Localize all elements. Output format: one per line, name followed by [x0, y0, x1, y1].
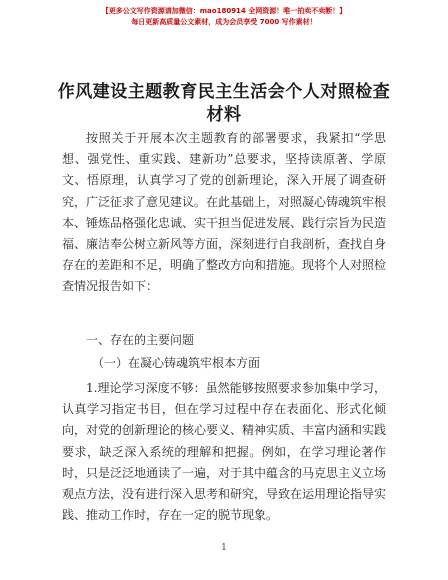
intro-paragraph: 按照关于开展本次主题教育的部署要求，我紧扣“学思想、强党性、重实践、建新功”总要求，坚持读原著、学原文、悟原理，认真学习了党的创新理论，深入开展了调查研究，广泛征求了意见建议。在此基础上，对照凝心铸魂筑牢根本、锤炼品格强化忠诚、实干担当促进发展、践行宗旨为民造福、廉洁奉公树立新风等方面，深刻进行自我剖析，查找自身存在的差距和不足，明确了整改方向和措施。现将个人对照检查情况报告如下： [62, 131, 387, 294]
promo-banner [0, 6, 448, 28]
section-heading: 一、存在的主要问题 [86, 333, 195, 347]
subsection-heading: （一）在凝心铸魂筑牢根本方面 [92, 356, 261, 370]
banner-line-1: 【更多公文写作资源请加微信：mao180914 全网资源！唯一拍卖不卖断！】 [101, 7, 347, 15]
banner-line-2: 每日更新高质量公文素材，成为会员享受 7000 写作素材！ [131, 18, 317, 26]
point-paragraph: 1.理论学习深度不够：虽然能够按照要求参加集中学习，认真学习指定书目，但在学习过程中存在表面化、形式化倾向，对党的创新理论的核心要义、精神实质、丰富内涵和实践要求，缺乏深入系统的理解和把握。例如，在学习理论著作时，只是泛泛地通读了一遍，对于其中蕴含的马克思主义立场观点方法，没有进行深入思考和研究，导致在运用理论指导实践、推动工作时，存在一定的脱节现象。 [62, 381, 387, 523]
document-title: 作风建设主题教育民主生活会个人对照检查材料 [57, 82, 391, 125]
page-number: 1 [221, 543, 227, 553]
